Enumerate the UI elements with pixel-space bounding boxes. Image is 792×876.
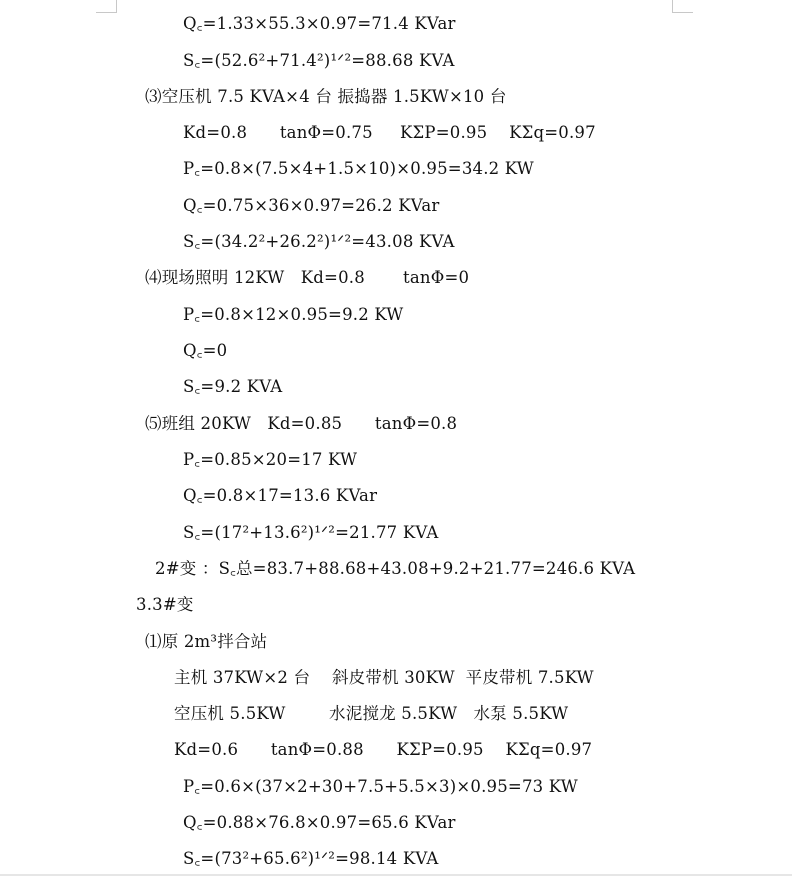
text-line: P꜀=0.85×20=17 KW xyxy=(183,450,358,469)
text-line: 主机 37KW×2 台 斜皮带机 30KW 平皮带机 7.5KW xyxy=(174,668,594,687)
section-heading: ⑷现场照明 12KW Kd=0.8 tanΦ=0 xyxy=(145,268,470,287)
text-line: S꜀=(73²+65.6²)¹ᐟ²=98.14 KVA xyxy=(183,849,439,868)
page-corner-mark-right xyxy=(672,0,693,13)
section-title: 3.3#变 xyxy=(136,595,194,614)
section-heading: ⑶空压机 7.5 KVA×4 台 振捣器 1.5KW×10 台 xyxy=(145,87,507,106)
summary-line: 2#变 ：S꜀总=83.7+88.68+43.08+9.2+21.77=246.6 KVA xyxy=(155,559,636,578)
text-line: Q꜀=0.8×17=13.6 KVar xyxy=(183,486,378,505)
text-line: P꜀=0.8×(7.5×4+1.5×10)×0.95=34.2 KW xyxy=(183,159,534,178)
text-line: Q꜀=0.88×76.8×0.97=65.6 KVar xyxy=(183,813,456,832)
text-line: P꜀=0.6×(37×2+30+7.5+5.5×3)×0.95=73 KW xyxy=(183,777,578,796)
text-line: Q꜀=0 xyxy=(183,341,228,360)
text-line: Kd=0.8 tanΦ=0.75 KΣP=0.95 KΣq=0.97 xyxy=(183,123,596,142)
page-corner-mark-left xyxy=(96,0,117,13)
text-line: S꜀=(52.6²+71.4²)¹ᐟ²=88.68 KVA xyxy=(183,51,455,70)
text-line: S꜀=(17²+13.6²)¹ᐟ²=21.77 KVA xyxy=(183,523,439,542)
text-line: 空压机 5.5KW 水泥搅龙 5.5KW 水泵 5.5KW xyxy=(174,704,569,723)
text-line: Q꜀=0.75×36×0.97=26.2 KVar xyxy=(183,196,440,215)
text-line: S꜀=(34.2²+26.2²)¹ᐟ²=43.08 KVA xyxy=(183,232,455,251)
text-line: Kd=0.6 tanΦ=0.88 KΣP=0.95 KΣq=0.97 xyxy=(174,740,593,759)
text-line: Q꜀=1.33×55.3×0.97=71.4 KVar xyxy=(183,14,456,33)
section-heading: ⑸班组 20KW Kd=0.85 tanΦ=0.8 xyxy=(145,414,458,433)
text-line: P꜀=0.8×12×0.95=9.2 KW xyxy=(183,305,404,324)
section-heading: ⑴原 2m³拌合站 xyxy=(145,632,268,651)
text-line: S꜀=9.2 KVA xyxy=(183,377,283,396)
